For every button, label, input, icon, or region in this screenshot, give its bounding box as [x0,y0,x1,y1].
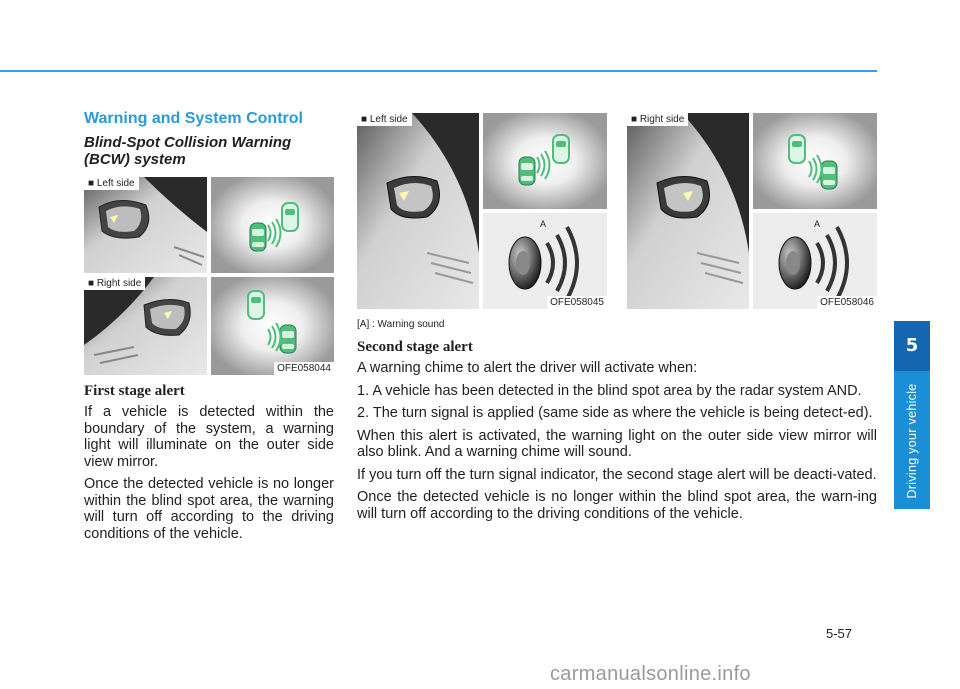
chapter-label [894,373,930,509]
first-stage-heading: First stage alert [84,383,185,399]
warning-sound-marker: A [540,219,547,229]
second-stage-paragraph: If you turn off the turn signal indicator, the second stage alert will be deacti-vated. [357,466,877,483]
left-burst-image [211,177,334,273]
left-mirror-image [84,177,207,273]
second-stage-paragraph: Once the detected vehicle is no longer within the blind spot area, the warn-ing will turn off according to the driving conditions of the vehicle. [357,489,877,522]
first-stage-paragraph: Once the detected vehicle is no longer within the blind spot area, the warning will turn off according to the driving conditions of the vehicle. [84,476,334,542]
chapter-number: 5 [894,321,930,371]
first-stage-paragraph: If a vehicle is detected within the boundary of the system, a warning light will illuminate on the outer side view mirror. [84,404,334,470]
figure2-label: ■ Left side [357,113,412,126]
figure-first-stage [84,177,334,375]
list-item: 1. A vehicle has been detected in the blind spot area by the radar system AND. [357,382,862,399]
watermark: carmanualsonline.info [550,663,751,685]
second-stage-heading: Second stage alert [357,339,473,355]
car-side-image [627,113,749,309]
header-rule [0,70,877,72]
burst-image [753,113,877,209]
figure1-label-right: ■ Right side [84,277,145,290]
warning-sound-marker: A [814,219,821,229]
section-title: Warning and System Control [84,110,303,127]
figure-second-stage-left [357,113,607,309]
figure1-label-left: ■ Left side [84,177,139,190]
page-number: 5-57 [826,626,853,641]
list-item: 2. The turn signal is applied (same side as where the vehicle is being detect-ed). [357,405,873,421]
condition-list [357,383,877,422]
chapter-label-text: Driving your vehicle [905,383,919,499]
second-stage-intro: A warning chime to alert the driver will activate when: [357,360,698,376]
figure3-label: ■ Right side [627,113,688,126]
figure1-code: OFE058044 [274,362,334,375]
right-burst-image [211,277,334,375]
figure-second-stage-right [627,113,877,309]
section-subtitle: Blind-Spot Collision Warning (BCW) system [84,134,292,168]
second-stage-paragraph: When this alert is activated, the warning light on the outer side view mirror will also blink. And a warning chime will sound. [357,427,877,460]
car-side-image [357,113,479,309]
second-stage-block [357,339,877,528]
figure-caption: [A] : Warning sound [357,319,445,330]
figure2-code: OFE058045 [547,296,607,309]
first-stage-block [84,383,334,548]
figure3-code: OFE058046 [817,296,877,309]
burst-image [483,113,607,209]
right-mirror-image [84,277,207,375]
